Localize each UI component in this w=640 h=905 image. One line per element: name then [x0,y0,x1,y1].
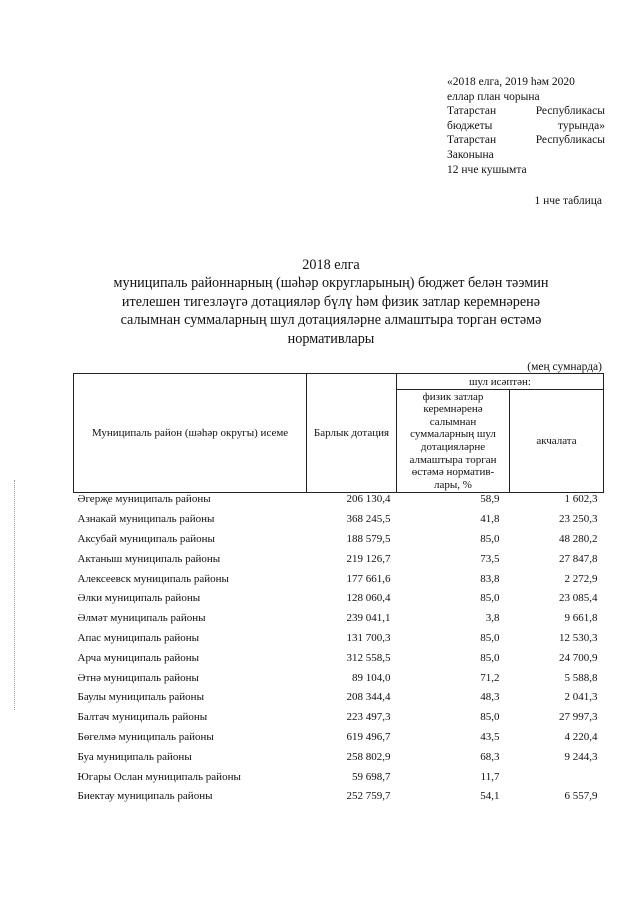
title-line-5: нормативлары [287,330,375,347]
header-cash: акчалата [510,389,604,493]
row-cash-cell [510,771,604,791]
row-norm-cell: 85,0 [480,711,500,724]
table-row [74,771,604,791]
table-row [74,553,604,573]
row-cash-cell: 24 700,9 [559,651,598,664]
row-norm-cell: 85,0 [480,651,500,664]
header-line-4 [447,119,605,134]
row-name-cell: Әлмәт муниципаль районы [77,612,206,625]
header-line-2: еллар план чорына [447,90,540,103]
header-total: Барлык дотация [307,374,397,493]
table-row [74,533,604,553]
row-total-cell: 59 698,7 [352,770,391,783]
row-total-cell: 223 497,3 [346,711,391,724]
title-line-1: 2018 елга [302,257,360,273]
row-name-cell: Буа муниципаль районы [77,750,192,763]
row-cash-cell: 12 530,3 [559,631,598,644]
row-name-cell: Актаныш муниципаль районы [77,552,221,565]
header-line-5-left: Татарстан [447,134,497,147]
scan-margin-marks [14,480,16,710]
table-row [74,513,604,533]
row-cash-cell: 2 272,9 [564,572,598,585]
row-cash-cell: 48 280,2 [559,532,598,545]
row-cash-cell: 4 220,4 [564,730,598,743]
document-title [100,256,562,348]
header-line-5 [447,133,605,148]
table-row [74,632,604,652]
row-norm-cell: 43,5 [480,730,500,743]
title-line-3: ителешен тигезләүгә дотацияләр бүлү һәм физик затлар керемнәренә [121,293,541,310]
table-row [74,592,604,612]
row-cash-cell: 27 847,8 [559,552,598,565]
row-norm-cell: 71,2 [480,671,500,684]
row-norm-cell: 85,0 [480,631,500,644]
row-name-cell: Азнакай муниципаль районы [77,513,215,526]
table-row [74,652,604,672]
title-line-4: салымнан суммаларның шул дотацияләрне алмаштыра торган өстәмә [120,312,542,329]
table-header [74,374,604,493]
row-norm-cell: 41,8 [480,513,500,526]
row-total-cell: 206 130,4 [346,493,391,506]
row-name-cell: Биектау муниципаль районы [77,790,213,803]
header-line-3 [447,104,605,119]
table-row [74,751,604,771]
row-name-cell: Әтнә муниципаль районы [77,671,199,684]
row-name-cell: Апас муниципаль районы [77,631,200,644]
table-number: 1 нче таблица [534,195,602,207]
header-line-4-left: бюджеты [447,119,493,132]
row-total-cell: 239 041,1 [346,612,391,625]
row-norm-cell: 54,1 [480,790,500,803]
row-name-cell: Арча муниципаль районы [77,651,200,664]
row-total-cell: 177 661,6 [346,572,391,585]
table-row [74,711,604,731]
row-name-cell: Югары Ослан муниципаль районы [77,770,241,783]
row-total-cell: 368 245,5 [346,513,391,526]
row-norm-cell: 73,5 [480,552,500,565]
row-norm-cell: 48,3 [480,691,500,704]
header-line-5-right: Республикасы [535,134,605,147]
row-cash-cell: 1 602,3 [564,493,598,506]
row-cash-cell: 6 557,9 [564,790,598,803]
table-row [74,573,604,593]
table-row [74,731,604,751]
dotation-table [73,373,604,810]
row-total-cell: 619 496,7 [346,730,391,743]
row-name-cell: Аксубай муниципаль районы [77,532,215,545]
row-norm-cell: 11,7 [480,770,500,783]
title-line-2: муниципаль районнарның (шәһәр округларының) бюджет белән тәэмин [113,275,549,292]
row-norm-cell: 58,9 [480,493,500,506]
header-group: шул исәптән: [397,374,604,390]
header-line-1: «2018 елга, 2019 һәм 2020 [447,76,575,88]
row-name-cell: Алексеевск муниципаль районы [77,572,229,585]
row-total-cell: 89 104,0 [352,671,391,684]
row-total-cell: 312 558,5 [346,651,391,664]
table-row [74,672,604,692]
table-row [74,493,604,513]
row-cash-cell: 2 041,3 [564,691,598,704]
header-name: Муниципаль район (шәһәр округы) исеме [74,374,307,493]
row-norm-cell: 85,0 [480,592,500,605]
table-row [74,612,604,632]
header-line-6: Законына [447,148,494,161]
row-total-cell: 131 700,3 [346,631,391,644]
row-name-cell: Әлки муниципаль районы [77,592,201,605]
row-norm-cell: 85,0 [480,532,500,545]
header-line-7: 12 нче кушымта [447,163,527,176]
row-cash-cell: 9 661,8 [564,612,598,625]
row-cash-cell: 23 085,4 [559,592,598,605]
units-note: (мең сумнарда) [527,361,602,373]
row-name-cell: Балтач муниципаль районы [77,711,208,724]
row-name-cell: Әгерҗе муниципаль районы [77,493,211,506]
header-line-3-right: Республикасы [535,105,605,118]
header-line-4-right: турында» [558,119,605,132]
row-cash-cell: 27 997,3 [559,711,598,724]
row-total-cell: 219 126,7 [346,552,391,565]
row-total-cell: 128 060,4 [346,592,391,605]
header-norm: физик затлар керемнәренә салымнан суммаларның шул дотацияләрне алмаштыра торган өстәмә норматив-лары, % [397,389,510,493]
row-name-cell: Бөгелмә муниципаль районы [77,730,214,743]
row-name-cell: Баулы муниципаль районы [77,691,204,704]
row-norm-cell: 3,8 [485,612,500,625]
table-body [74,493,604,810]
header-line-3-left: Татарстан [447,105,497,118]
row-total-cell: 252 759,7 [346,790,391,803]
row-total-cell: 208 344,4 [346,691,391,704]
row-cash-cell: 9 244,3 [564,750,598,763]
table-row [74,691,604,711]
row-cash-cell: 5 588,8 [564,671,598,684]
appendix-header [447,75,605,177]
table-row [74,790,604,810]
row-norm-cell: 83,8 [480,572,500,585]
row-cash-cell: 23 250,3 [559,513,598,526]
row-total-cell: 258 802,9 [346,750,391,763]
row-norm-cell: 68,3 [480,750,500,763]
row-total-cell: 188 579,5 [346,532,391,545]
